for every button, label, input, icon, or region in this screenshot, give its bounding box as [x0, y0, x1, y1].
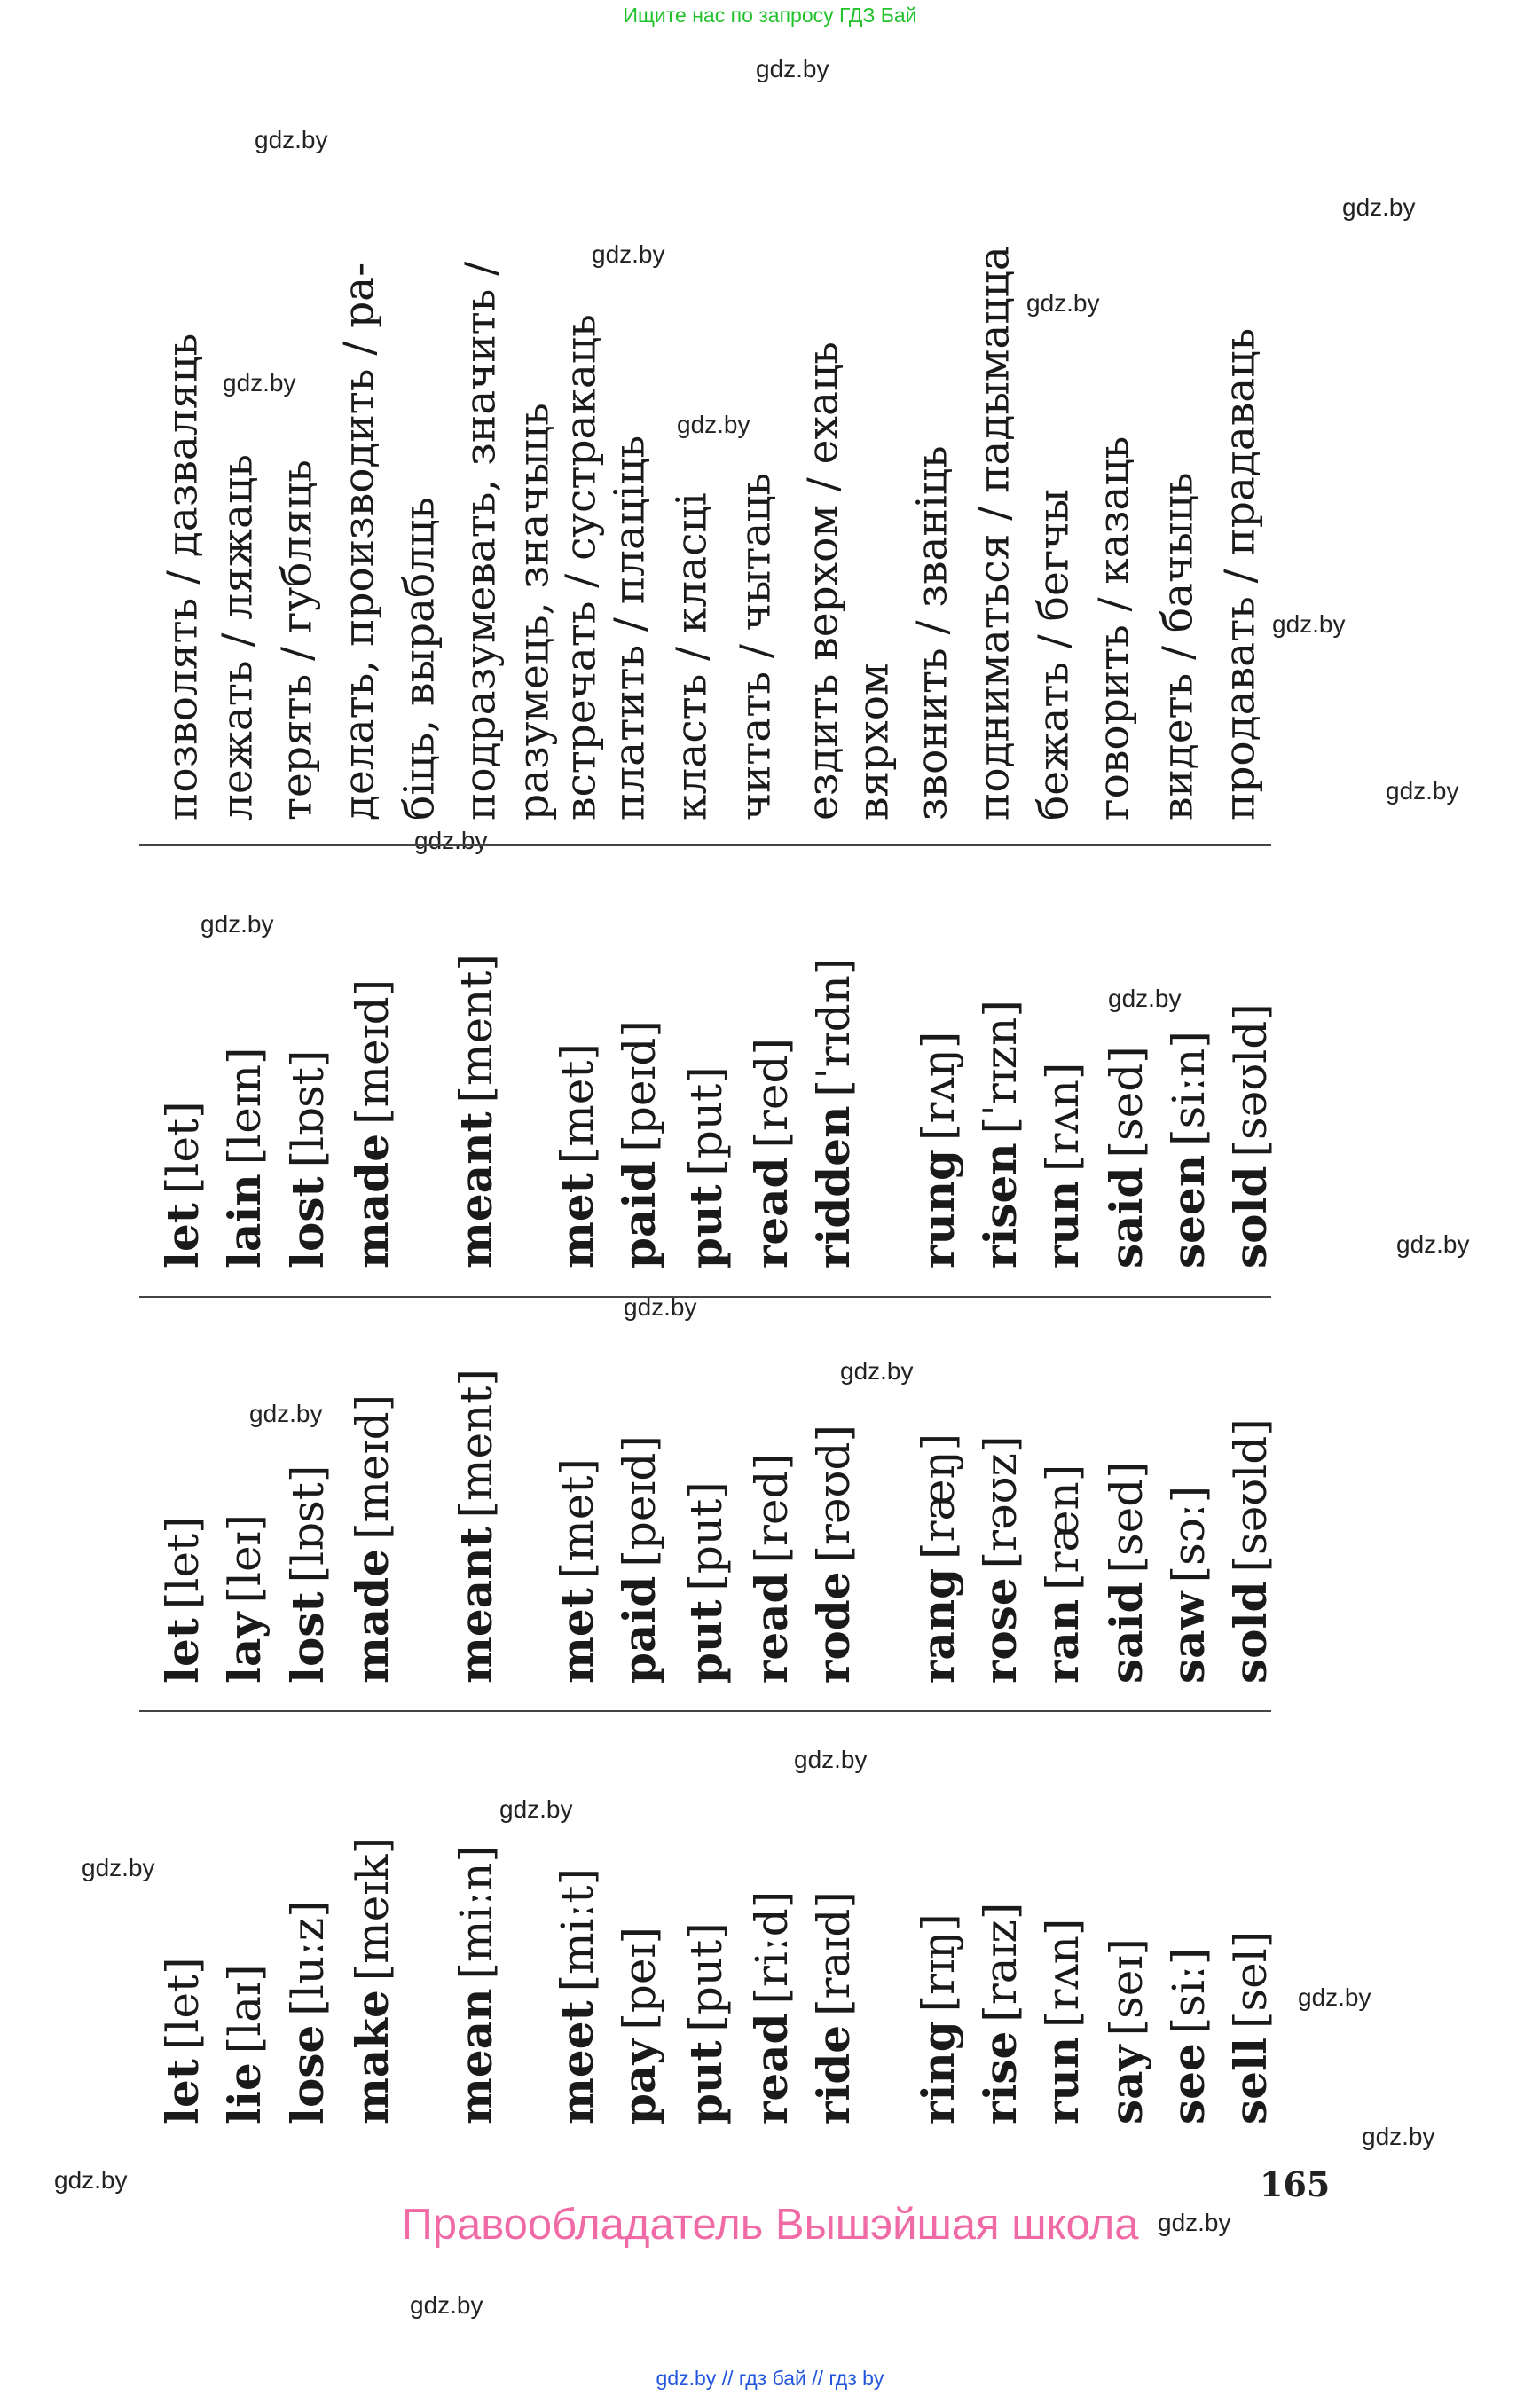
column-divider: [139, 1296, 1271, 1298]
verb-form: [974, 1902, 1026, 2124]
rights-holder: Правообладатель Вышэйшая школа: [401, 2201, 1139, 2249]
watermark: gdz.by: [223, 369, 296, 397]
verb-word: meant: [450, 1111, 502, 1268]
verb-form: [1224, 1930, 1277, 2124]
watermark: gdz.by: [592, 240, 665, 268]
watermark: gdz.by: [1272, 610, 1346, 638]
verb-word: lost: [281, 1591, 334, 1684]
verb-word: sold: [1224, 1166, 1277, 1268]
verb-form: [613, 1926, 665, 2124]
verb-transcription: [lɒst]: [282, 1049, 334, 1168]
verb-form: [156, 1957, 208, 2124]
verb-word: mean: [450, 1988, 502, 2124]
verb-transcription: [meɪd]: [347, 1394, 398, 1540]
verb-transcription: [sed]: [1101, 1461, 1152, 1574]
verb-word: lain: [218, 1174, 271, 1268]
verb-form: [613, 1020, 665, 1268]
verb-word: read: [745, 1157, 798, 1268]
verb-transcription: [sɔː]: [1163, 1485, 1214, 1583]
translation-line: делать, производить / ра-: [334, 262, 384, 821]
verb-form: [281, 1900, 334, 2124]
verb-transcription: [səʊld]: [1225, 1418, 1277, 1573]
verb-form: [1224, 1003, 1277, 1268]
verb-word: ridden: [807, 1105, 860, 1268]
verb-word: rode: [807, 1571, 860, 1684]
verb-word: ring: [912, 2021, 964, 2124]
verb-transcription: [rəʊd]: [808, 1425, 860, 1563]
watermark: gdz.by: [499, 1795, 573, 1823]
translation-line: подразумевать, значить /: [456, 261, 506, 821]
verb-word: paid: [613, 1160, 665, 1268]
verb-form: [680, 1481, 732, 1684]
verb-form: [218, 1513, 271, 1684]
verb-transcription: [raɪz]: [975, 1902, 1026, 2022]
verb-transcription: [riːd]: [746, 1890, 798, 2005]
watermark: gdz.by: [840, 1357, 914, 1385]
verb-word: sell: [1224, 2038, 1277, 2124]
verb-form: [974, 1000, 1026, 1268]
verb-form: [1036, 1464, 1088, 1684]
verb-word: run: [1036, 1180, 1088, 1268]
translation-line: подниматься / падымацца: [970, 246, 1019, 821]
verb-form: [346, 1836, 398, 2124]
verb-form: [218, 1047, 271, 1268]
translation-line: встречать / сустракаць: [556, 314, 606, 821]
verb-transcription: [ment]: [451, 954, 502, 1103]
translation-line: бежать / бегчы: [1029, 489, 1079, 821]
verb-word: meet: [551, 2000, 603, 2124]
verb-transcription: [seɪ]: [1101, 1938, 1152, 2037]
verb-form: [346, 1394, 398, 1684]
verb-word: paid: [613, 1575, 665, 1684]
verb-form: [218, 1964, 271, 2124]
verb-form: [281, 1049, 334, 1268]
verb-transcription: [rʌn]: [1037, 1062, 1088, 1172]
verb-form: [1162, 1485, 1214, 1684]
verb-form: [680, 1066, 732, 1268]
watermark: gdz.by: [82, 1854, 155, 1881]
column-divider: [139, 844, 1271, 846]
watermark: gdz.by: [1026, 289, 1100, 317]
verb-form: [1100, 1461, 1152, 1684]
translation-line: разумець, значыць: [509, 403, 559, 821]
translation-line: вярхом: [849, 663, 899, 821]
verb-transcription: [peɪ]: [614, 1926, 665, 2030]
verb-form: [1162, 1031, 1214, 1268]
verb-word: run: [1036, 2036, 1088, 2124]
verb-form: [1036, 1062, 1088, 1268]
verb-word: say: [1100, 2045, 1152, 2124]
verb-form: [613, 1435, 665, 1684]
verb-word: read: [745, 1572, 798, 1684]
verb-transcription: [leɪ]: [219, 1513, 271, 1604]
verb-form: [450, 1369, 502, 1684]
verb-word: lost: [281, 1176, 334, 1268]
verb-form: [281, 1465, 334, 1684]
verb-word: met: [551, 1588, 603, 1684]
verb-transcription: [ˈrɪdn]: [808, 957, 860, 1097]
verb-word: seen: [1162, 1154, 1214, 1268]
watermark: gdz.by: [54, 2166, 128, 2194]
verb-transcription: [laɪ]: [219, 1964, 271, 2054]
watermark: gdz.by: [255, 126, 328, 153]
column-divider: [139, 1710, 1271, 1712]
verb-form: [912, 1433, 964, 1684]
verb-form: [974, 1435, 1026, 1684]
verb-transcription: [rəʊz]: [975, 1435, 1026, 1569]
verb-word: rose: [974, 1577, 1026, 1684]
translation-line: позволять / дазваляць: [158, 333, 208, 821]
watermark: gdz.by: [414, 827, 488, 854]
verb-form: [912, 1913, 964, 2124]
watermark: gdz.by: [1342, 193, 1416, 221]
verb-word: put: [680, 1184, 732, 1268]
translation-line: біць, выраблць: [395, 497, 444, 821]
verb-word: lay: [218, 1612, 271, 1684]
verb-transcription: [lɒst]: [282, 1465, 334, 1583]
watermark: gdz.by: [249, 1400, 323, 1427]
verb-word: see: [1162, 2043, 1214, 2124]
verb-word: lose: [281, 2024, 334, 2124]
watermark: gdz.by: [1108, 985, 1182, 1012]
verb-form: [745, 1890, 798, 2124]
verb-word: saw: [1162, 1591, 1214, 1684]
verb-word: let: [156, 1203, 208, 1268]
verb-transcription: [let]: [157, 1957, 208, 2051]
verb-transcription: [raɪd]: [808, 1891, 860, 2016]
verb-transcription: [peɪd]: [614, 1020, 665, 1152]
verb-form: [346, 978, 398, 1268]
verb-word: sold: [1224, 1581, 1277, 1684]
verb-form: [450, 954, 502, 1268]
verb-transcription: [miːn]: [451, 1845, 502, 1980]
verb-transcription: [rʌŋ]: [913, 1031, 964, 1141]
verb-word: let: [156, 1618, 208, 1684]
verb-transcription: [rʌn]: [1037, 1918, 1088, 2028]
verb-form: [807, 1425, 860, 1684]
verb-word: meant: [450, 1527, 502, 1684]
verb-form: [680, 1922, 732, 2124]
verb-word: rung: [912, 1149, 964, 1268]
verb-transcription: [let]: [157, 1101, 208, 1195]
translation-line: читать / чытаць: [731, 472, 781, 821]
verb-word: made: [346, 1133, 398, 1268]
verb-word: said: [1100, 1582, 1152, 1684]
verb-transcription: [ˈrɪzn]: [975, 1000, 1026, 1135]
verb-word: met: [551, 1173, 603, 1268]
watermark: gdz.by: [1298, 1983, 1371, 2011]
verb-form: [745, 1037, 798, 1268]
verb-form: [450, 1845, 502, 2124]
translation-line: продавать / прадаваць: [1215, 327, 1265, 821]
watermark: gdz.by: [794, 1746, 868, 1773]
verb-transcription: [red]: [746, 1037, 798, 1149]
verb-form: [156, 1516, 208, 1684]
verb-word: put: [680, 1599, 732, 1684]
watermark: gdz.by: [1362, 2123, 1435, 2150]
verb-word: rang: [912, 1567, 964, 1684]
verb-transcription: [ræŋ]: [913, 1433, 964, 1559]
verb-transcription: [sed]: [1101, 1046, 1152, 1158]
watermark: gdz.by: [1158, 2209, 1231, 2236]
top-banner: Ищите нас по запросу ГДЗ Бай: [623, 4, 917, 27]
verb-word: read: [745, 2013, 798, 2124]
verb-form: [1162, 1947, 1214, 2124]
verb-word: ride: [807, 2024, 860, 2124]
verb-transcription: [met]: [552, 1458, 603, 1580]
verb-word: put: [680, 2040, 732, 2124]
verb-transcription: [peɪd]: [614, 1435, 665, 1567]
translation-line: класть / класці: [667, 492, 717, 821]
translation-line: ездить верхом / ехаць: [798, 342, 848, 821]
watermark: gdz.by: [1396, 1230, 1470, 1258]
verb-transcription: [miːt]: [552, 1868, 603, 1992]
verb-word: said: [1100, 1166, 1152, 1268]
verb-form: [1100, 1046, 1152, 1268]
verb-transcription: [siːn]: [1163, 1031, 1214, 1146]
verb-transcription: [put]: [680, 1922, 732, 2032]
verb-transcription: [put]: [680, 1481, 732, 1591]
verb-form: [745, 1452, 798, 1684]
watermark: gdz.by: [756, 55, 829, 82]
verb-transcription: [met]: [552, 1043, 603, 1165]
verb-word: rise: [974, 2030, 1026, 2124]
verb-form: [807, 1891, 860, 2124]
verb-transcription: [rɪŋ]: [913, 1913, 964, 2013]
verb-transcription: [red]: [746, 1452, 798, 1564]
verb-transcription: [səʊld]: [1225, 1003, 1277, 1158]
verb-transcription: [put]: [680, 1066, 732, 1176]
verb-word: made: [346, 1548, 398, 1684]
bottom-links: gdz.by // гдз бай // гдз by: [656, 2367, 884, 2390]
watermark: gdz.by: [1386, 777, 1459, 805]
page-number: 165: [1260, 2164, 1331, 2204]
verb-form: [156, 1101, 208, 1268]
verb-transcription: [sel]: [1225, 1930, 1277, 2030]
verb-form: [1036, 1918, 1088, 2124]
watermark: gdz.by: [200, 910, 274, 938]
watermark: gdz.by: [677, 411, 750, 438]
translation-line: лежать / ляжаць: [213, 454, 263, 821]
translation-line: видеть / бачыць: [1153, 472, 1203, 821]
verb-word: lie: [218, 2062, 271, 2124]
verb-word: pay: [613, 2038, 665, 2124]
verb-transcription: [let]: [157, 1516, 208, 1610]
verb-transcription: [leɪn]: [219, 1047, 271, 1166]
verb-transcription: [meɪd]: [347, 978, 398, 1125]
verb-word: let: [156, 2059, 208, 2124]
verb-form: [551, 1458, 603, 1684]
translation-line: звонить / званіць: [908, 445, 957, 821]
verb-transcription: [siː]: [1163, 1947, 1214, 2035]
translation-line: платить / плаціць: [605, 435, 655, 821]
watermark: gdz.by: [410, 2291, 483, 2319]
verb-transcription: [luːz]: [282, 1900, 334, 2016]
verb-transcription: [ment]: [451, 1369, 502, 1519]
verb-form: [551, 1043, 603, 1268]
verb-word: make: [346, 1990, 398, 2124]
verb-form: [1100, 1938, 1152, 2124]
translation-line: терять / губляць: [272, 459, 322, 821]
verb-word: ran: [1036, 1598, 1088, 1684]
translation-line: говорить / казаць: [1089, 436, 1139, 821]
verb-form: [551, 1868, 603, 2124]
verb-transcription: [meɪk]: [347, 1836, 398, 1982]
verb-transcription: [ræn]: [1037, 1464, 1088, 1590]
verb-form: [1224, 1418, 1277, 1684]
verb-form: [807, 957, 860, 1268]
verb-word: risen: [974, 1143, 1026, 1268]
watermark: gdz.by: [624, 1293, 697, 1321]
verb-form: [912, 1031, 964, 1268]
